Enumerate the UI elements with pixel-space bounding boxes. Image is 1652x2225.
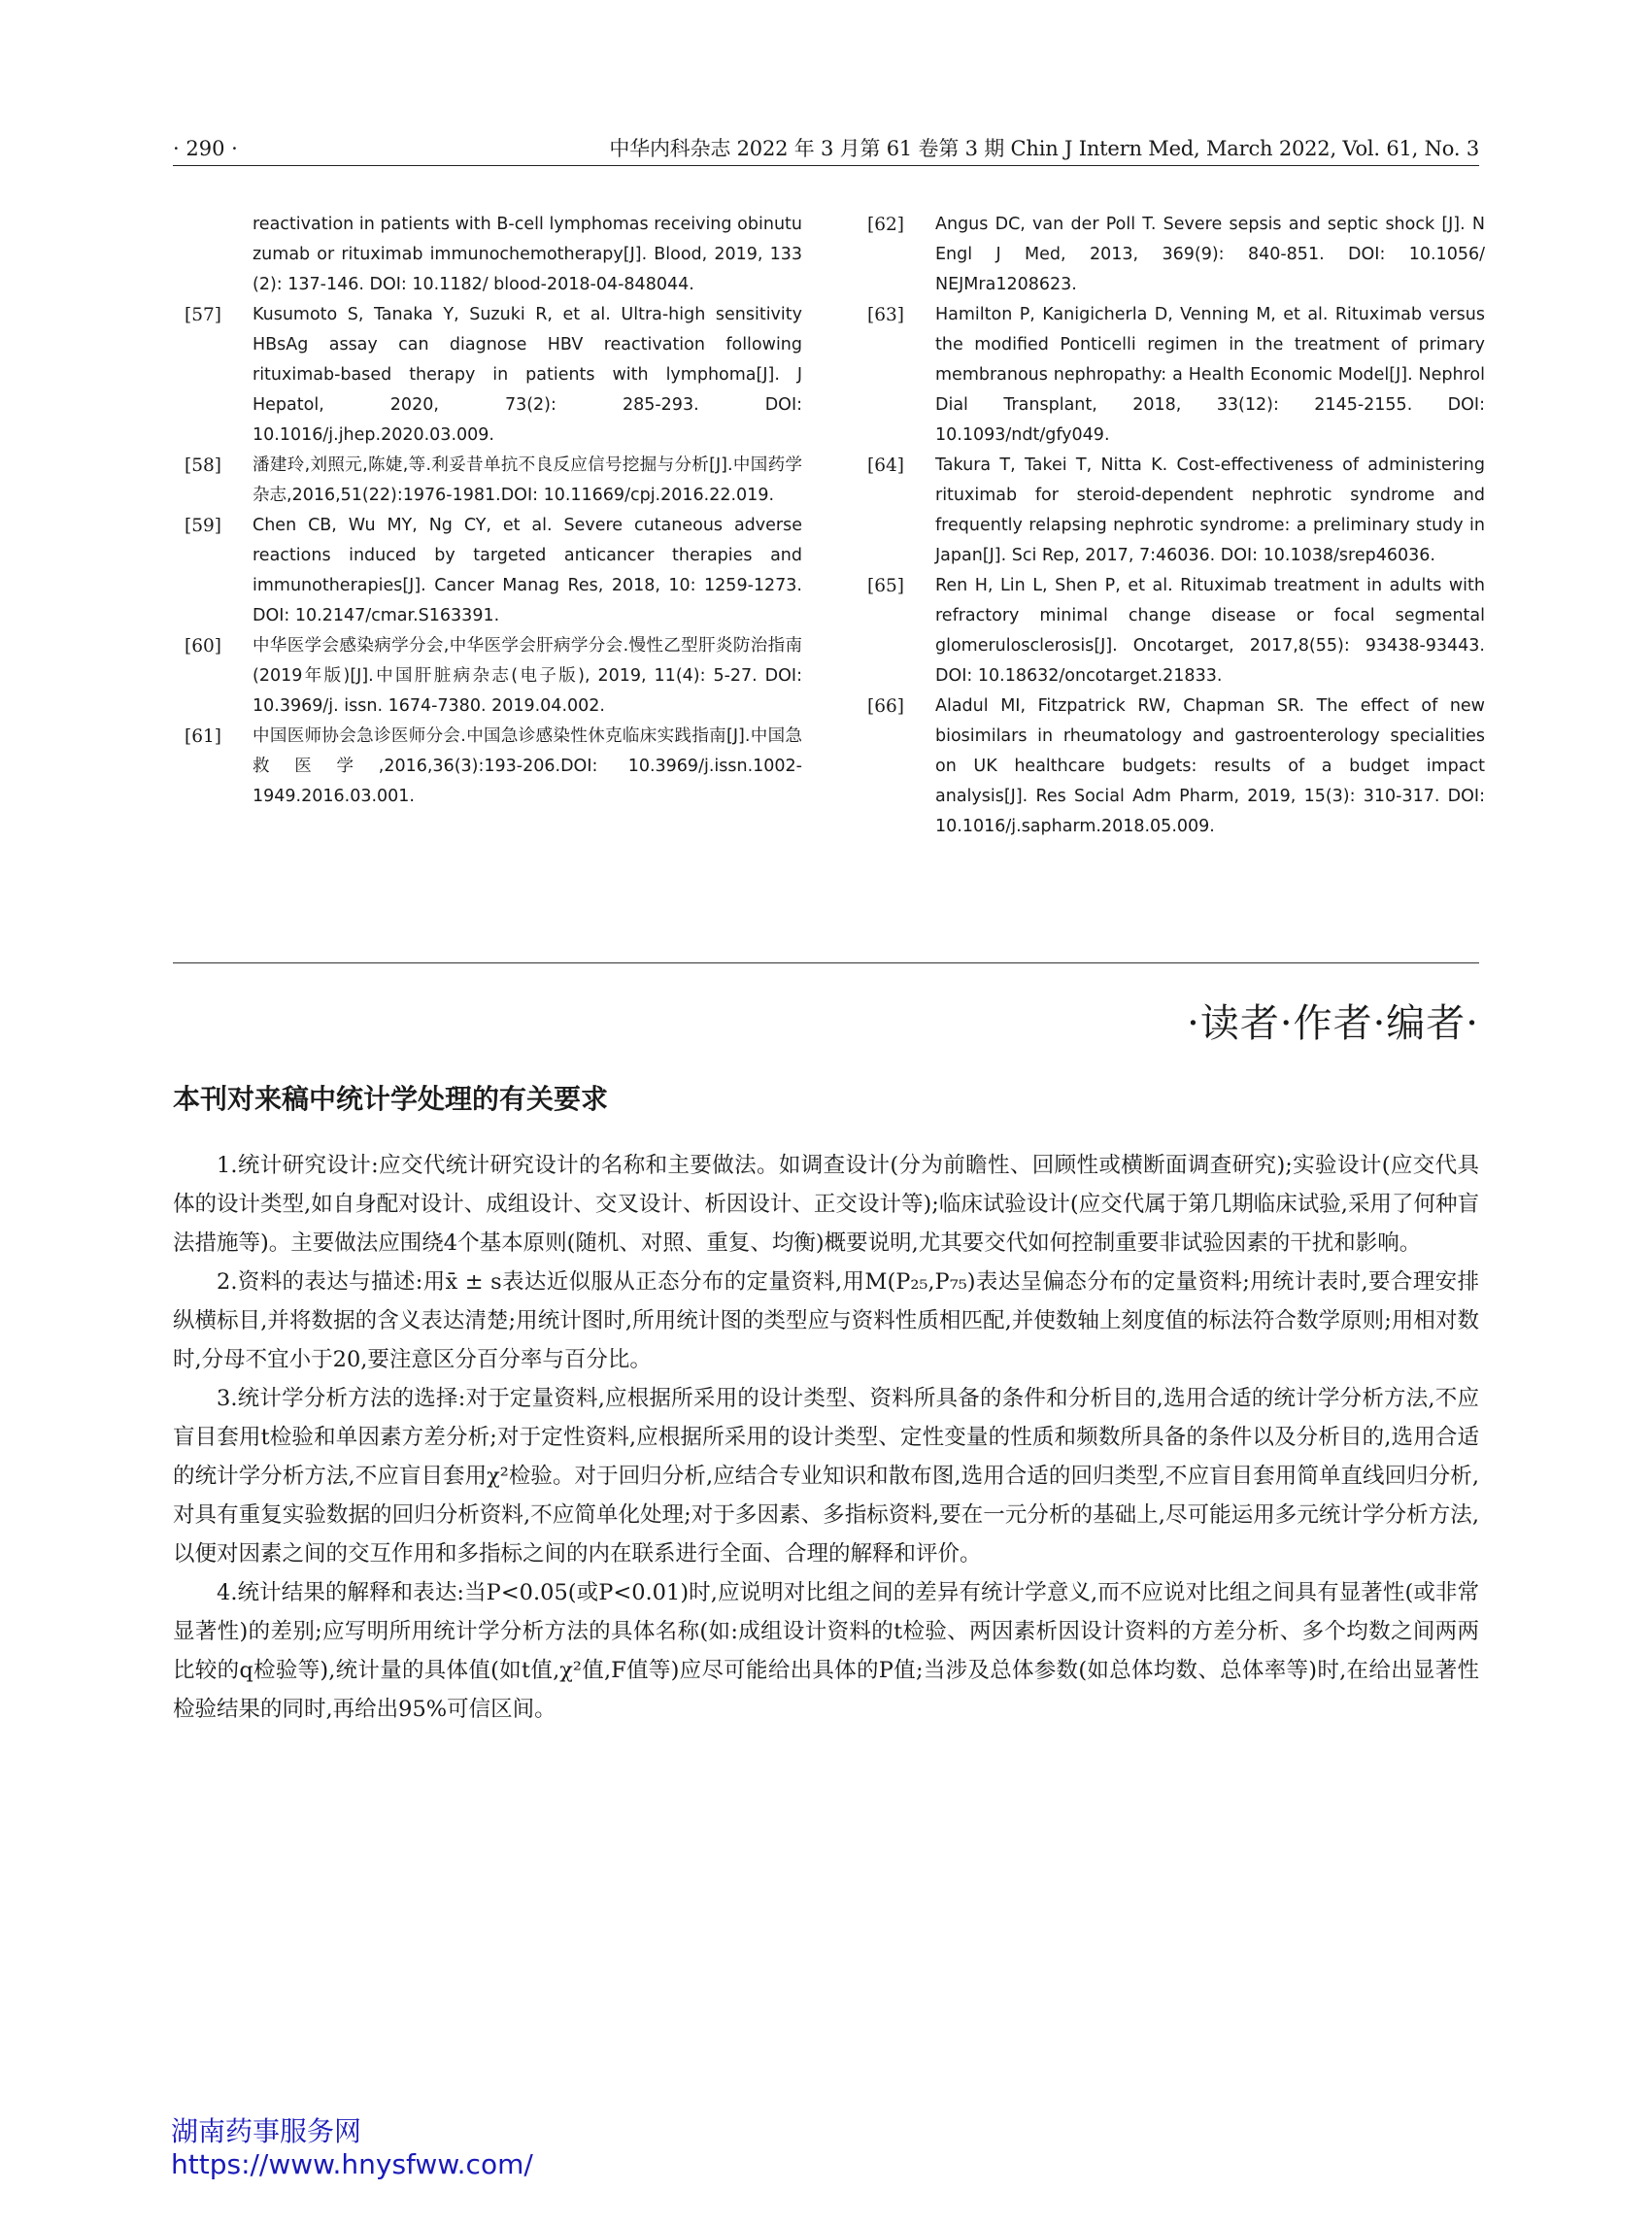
reference-continuation: reactivation in patients with B-cell lymphomas receiving obinutuzumab or rituximab immunochemotherapy[J]. Blood, 2019, 133(2): 137-146. DOI: 10.1182/ blood-2018-04-848044. xyxy=(253,215,802,294)
reference-text: 中国医师协会急诊医师分会.中国急诊感染性休克临床实践指南[J].中国急救医学,2016,36(3):193-206.DOI: 10.3969/j.issn.1002-1949.2016.03.001. xyxy=(253,726,802,806)
reference-list-left xyxy=(185,210,802,812)
reference-number: [60] xyxy=(185,636,221,657)
reference-number: [64] xyxy=(867,455,904,476)
reference-number: [58] xyxy=(185,455,221,476)
paragraph-description: 2.资料的表达与描述:用x̄ ± s表达近似服从正态分布的定量资料,用M(P₂₅,P₇₅)表达呈偏态分布的定量资料;用统计表时,要合理安排纵横标目,并将数据的含义表达清楚;用统计图时,所用统计图的类型应与资料性质相匹配,并使数轴上刻度值的标法符合数学原则;用相对数时,分母不宜小于20,要注意区分百分率与百分比。 xyxy=(173,1269,1479,1372)
reference-item xyxy=(867,571,1485,691)
reference-item xyxy=(867,300,1485,451)
reference-text: 中华医学会感染病学分会,中华医学会肝病学分会.慢性乙型肝炎防治指南(2019年版)[J].中国肝脏病杂志(电子版), 2019, 11(4): 5-27. DOI: 10.3969/j. issn. 1674-7380. 2019.04.002. xyxy=(253,636,802,716)
reference-item xyxy=(185,511,802,631)
reference-item xyxy=(185,722,802,812)
reference-text: Aladul MI, Fitzpatrick RW, Chapman SR. The effect of new biosimilars in rheumatology and gastroenterology specialities on UK healthcare budgets: results of a budget impact analysis[J]. Res Social Adm Pharm, 2019, 15(3): 310-317. DOI: 10.1016/j.sapharm.2018.05.009. xyxy=(935,696,1485,836)
journal-info: 中华内科杂志 2022 年 3 月第 61 卷第 3 期 Chin J Intern Med, March 2022, Vol. 61, No. 3 xyxy=(609,137,1479,160)
reference-item xyxy=(867,210,1485,300)
reference-item xyxy=(867,451,1485,571)
footer-url[interactable]: https://www.hnysfww.com/ xyxy=(171,2148,533,2180)
section-divider xyxy=(173,962,1479,963)
article-title: 本刊对来稿中统计学处理的有关要求 xyxy=(173,1083,609,1115)
paragraph-methods: 3.统计学分析方法的选择:对于定量资料,应根据所采用的设计类型、资料所具备的条件和分析目的,选用合适的统计学分析方法,不应盲目套用t检验和单因素方差分析;对于定性资料,应根据所采用的设计类型、定性变量的性质和频数所具备的条件以及分析目的,选用合适的统计学分析方法,不应盲目套用χ²检验。对于回归分析,应结合专业知识和散布图,选用合适的回归类型,不应盲目套用简单直线回归分析,对具有重复实验数据的回归分析资料,不应简单化处理;对于多因素、多指标资料,要在一元分析的基础上,尽可能运用多元统计学分析方法,以便对因素之间的交互作用和多指标之间的内在联系进行全面、合理的解释和评价。 xyxy=(173,1386,1479,1567)
reference-item xyxy=(185,300,802,451)
page-header xyxy=(173,132,1479,166)
reference-text: Kusumoto S, Tanaka Y, Suzuki R, et al. Ultra-high sensitivity HBsAg assay can diagnose HBV reactivation following rituximab-based therapy in patients with lymphoma[J]. J Hepatol, 2020, 73(2): 285-293. DOI: 10.1016/j.jhep.2020.03.009. xyxy=(253,305,802,445)
reference-text: Angus DC, van der Poll T. Severe sepsis and septic shock [J]. N Engl J Med, 2013, 369(9): 840-851. DOI: 10.1056/ NEJMra1208623. xyxy=(935,215,1485,294)
footer-watermark xyxy=(171,2115,533,2181)
paragraph-design: 1.统计研究设计:应交代统计研究设计的名称和主要做法。如调查设计(分为前瞻性、回顾性或横断面调查研究);实验设计(应交代具体的设计类型,如自身配对设计、成组设计、交叉设计、析因设计、正交设计等);临床试验设计(应交代属于第几期临床试验,采用了何种盲法措施等)。主要做法应围绕4个基本原则(随机、对照、重复、均衡)概要说明,尤其要交代如何控制重要非试验因素的干扰和影响。 xyxy=(173,1153,1479,1256)
reference-text: Takura T, Takei T, Nitta K. Cost-effectiveness of administering rituximab for steroid-dependent nephrotic syndrome and frequently relapsing nephrotic syndrome: a preliminary study in Japan[J]. Sci Rep, 2017, 7:46036. DOI: 10.1038/srep46036. xyxy=(935,455,1485,565)
reference-number: [57] xyxy=(185,305,221,325)
reference-text: 潘建玲,刘照元,陈婕,等.利妥昔单抗不良反应信号挖掘与分析[J].中国药学杂志,2016,51(22):1976-1981.DOI: 10.11669/cpj.2016.22.019. xyxy=(253,455,802,505)
reference-text: Hamilton P, Kanigicherla D, Venning M, et al. Rituximab versus the modified Ponticelli regimen in the treatment of primary membranous nephropathy: a Health Economic Model[J]. Nephrol Dial Transplant, 2018, 33(12): 2145-2155. DOI: 10.1093/ndt/gfy049. xyxy=(935,305,1485,445)
reference-item xyxy=(867,691,1485,842)
reference-item xyxy=(185,451,802,511)
reference-number: [63] xyxy=(867,305,904,325)
reference-number: [59] xyxy=(185,516,221,536)
section-tag: ·读者·作者·编者· xyxy=(1187,1001,1479,1046)
reference-number: [66] xyxy=(867,696,904,717)
paragraph-results: 4.统计结果的解释和表达:当P<0.05(或P<0.01)时,应说明对比组之间的差异有统计学意义,而不应说对比组之间具有显著性(或非常显著性)的差别;应写明所用统计学分析方法的具体名称(如:成组设计资料的t检验、两因素析因设计资料的方差分析、多个均数之间两两比较的q检验等),统计量的具体值(如t值,χ²值,F值等)应尽可能给出具体的P值;当涉及总体参数(如总体均数、总体率等)时,在给出显著性检验结果的同时,再给出95%可信区间。 xyxy=(173,1580,1479,1722)
page-number: · 290 · xyxy=(173,137,238,160)
reference-number: [61] xyxy=(185,726,221,747)
reference-item xyxy=(185,631,802,722)
reference-number: [65] xyxy=(867,576,904,596)
footer-site-name: 湖南药事服务网 xyxy=(171,2115,362,2147)
reference-list-right xyxy=(867,210,1485,842)
article-body xyxy=(173,1146,1479,1729)
reference-text: Ren H, Lin L, Shen P, et al. Rituximab treatment in adults with refractory minimal change disease or focal segmental glomerulosclerosis[J]. Oncotarget, 2017,8(55): 93438-93443. DOI: 10.18632/oncotarget.21833. xyxy=(935,576,1485,686)
reference-number: [62] xyxy=(867,215,904,235)
reference-text: Chen CB, Wu MY, Ng CY, et al. Severe cutaneous adverse reactions induced by targeted anticancer therapies and immunotherapies[J]. Cancer Manag Res, 2018, 10: 1259-1273. DOI: 10.2147/cmar.S163391. xyxy=(253,516,802,625)
